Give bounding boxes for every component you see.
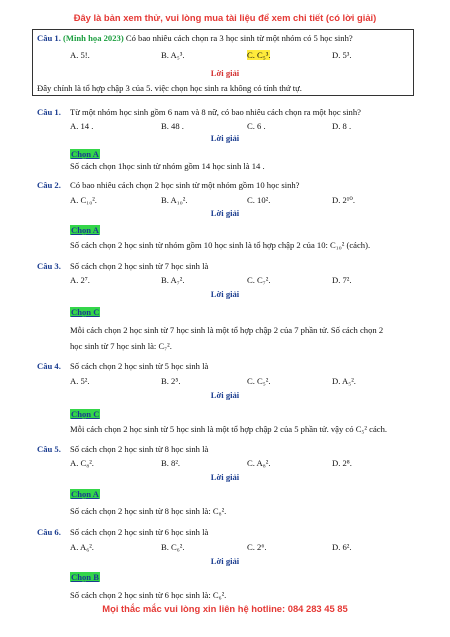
option-d: D. 7².	[332, 275, 352, 285]
solution-text: Số cách chọn 1học sinh từ nhóm gồm 14 học sinh là 14 .	[70, 161, 265, 171]
option-a: A. 5².	[70, 376, 90, 386]
option-d: D. 2⁸.	[332, 458, 352, 468]
answer-choice: Chọn C	[71, 409, 100, 419]
question-label: Câu 6.	[37, 527, 61, 537]
question-label: Câu 5.	[37, 444, 61, 454]
answer-choice: Chọn A	[71, 225, 99, 235]
option-c: C. 10².	[247, 195, 271, 205]
intro-label: Câu 1.	[37, 33, 61, 43]
intro-option-b: B. A₅³.	[161, 50, 185, 60]
solution-header: Lời giải	[210, 556, 240, 566]
question-label: Câu 4.	[37, 361, 61, 371]
answer-choice: Chọn A	[71, 149, 99, 159]
solution-header: Lời giải	[210, 133, 240, 143]
question-text: Số cách chọn 2 học sinh từ 7 học sinh là	[70, 261, 209, 271]
option-b: B. 2⁵.	[161, 376, 181, 386]
option-c: C. 2⁶.	[247, 542, 267, 552]
option-d: D. 6².	[332, 542, 352, 552]
question-text: Số cách chọn 2 học sinh từ 5 học sinh là	[70, 361, 209, 371]
question-text: Từ một nhóm học sinh gồm 6 nam và 8 nữ, có bao nhiêu cách chọn ra một học sinh?	[70, 107, 361, 117]
option-c: C. C₅².	[247, 376, 271, 386]
intro-option-a: A. 5!.	[70, 50, 90, 60]
intro-solution: Đây chính là tổ hợp chập 3 của 5. việc chọn học sinh ra không có tính thứ tự.	[37, 83, 302, 93]
hotline-banner: Mọi thắc mắc vui lòng xin liên hệ hotline: 084 283 45 85	[102, 603, 348, 614]
solution-text: Số cách chọn 2 học sinh từ nhóm gồm 10 học sinh là tổ hợp chập 2 của 10: C₁₀² (cách).	[70, 240, 371, 250]
option-a: A. C₁₀².	[70, 195, 97, 205]
intro-option-d: D. 5³.	[332, 50, 352, 60]
answer-choice: Chọn C	[71, 307, 100, 317]
intro-question-line	[37, 33, 353, 43]
intro-question: Có bao nhiêu cách chọn ra 3 học sinh từ một nhóm có 5 học sinh?	[125, 33, 353, 43]
option-d: D. 2¹⁰.	[332, 195, 355, 205]
question-text: Số cách chọn 2 học sinh từ 6 học sinh là	[70, 527, 209, 537]
solution-header: Lời giải	[210, 390, 240, 400]
question-label: Câu 1.	[37, 107, 61, 117]
question-label: Câu 2.	[37, 180, 61, 190]
solution-text-cont: học sinh từ 7 học sinh là: C₇².	[70, 341, 172, 351]
question-text: Có bao nhiêu cách chọn 2 học sinh từ một nhóm gồm 10 học sinh?	[70, 180, 300, 190]
question-label: Câu 3.	[37, 261, 61, 271]
preview-banner: Đây là bản xem thử, vui lòng mua tài liệu để xem chi tiết (có lời giải)	[73, 12, 377, 23]
answer-choice: Chọn B	[71, 572, 99, 582]
option-b: B. C₆².	[161, 542, 185, 552]
option-b: B. 48 .	[161, 121, 184, 131]
option-c: C. A₈².	[247, 458, 271, 468]
solution-text: Mỗi cách chọn 2 học sinh từ 5 học sinh là một tổ hợp chập 2 của 5 phần tử. vậy có C₅² cách.	[70, 424, 388, 434]
option-b: B. 8².	[161, 458, 181, 468]
option-c: C. C₇².	[247, 275, 271, 285]
option-d: D. A₅².	[332, 376, 356, 386]
option-a: A. 14 .	[70, 121, 94, 131]
option-d: D. 8 .	[332, 121, 352, 131]
solution-text: Số cách chọn 2 học sinh từ 6 học sinh là: C₆².	[70, 590, 227, 600]
question-text: Số cách chọn 2 học sinh từ 8 học sinh là	[70, 444, 209, 454]
solution-text: Số cách chọn 2 học sinh từ 8 học sinh là: C₈².	[70, 506, 227, 516]
answer-choice: Chọn A	[71, 489, 99, 499]
option-b: B. A₇².	[161, 275, 185, 285]
solution-header: Lời giải	[210, 289, 240, 299]
option-a: A. A₆².	[70, 542, 94, 552]
option-a: A. 2⁷.	[70, 275, 90, 285]
intro-tag: (Minh họa 2023)	[63, 33, 124, 43]
option-a: A. C₈².	[70, 458, 94, 468]
option-c: C. 6 .	[247, 121, 266, 131]
intro-solution-header: Lời giải	[210, 68, 240, 78]
intro-option-c: C. C₅³.	[247, 50, 271, 60]
solution-header: Lời giải	[210, 208, 240, 218]
option-b: B. A₁₀².	[161, 195, 188, 205]
solution-text: Mỗi cách chọn 2 học sinh từ 7 học sinh là một tổ hợp chập 2 của 7 phần tử. Số cách chọn 2	[70, 325, 384, 335]
solution-header: Lời giải	[210, 472, 240, 482]
